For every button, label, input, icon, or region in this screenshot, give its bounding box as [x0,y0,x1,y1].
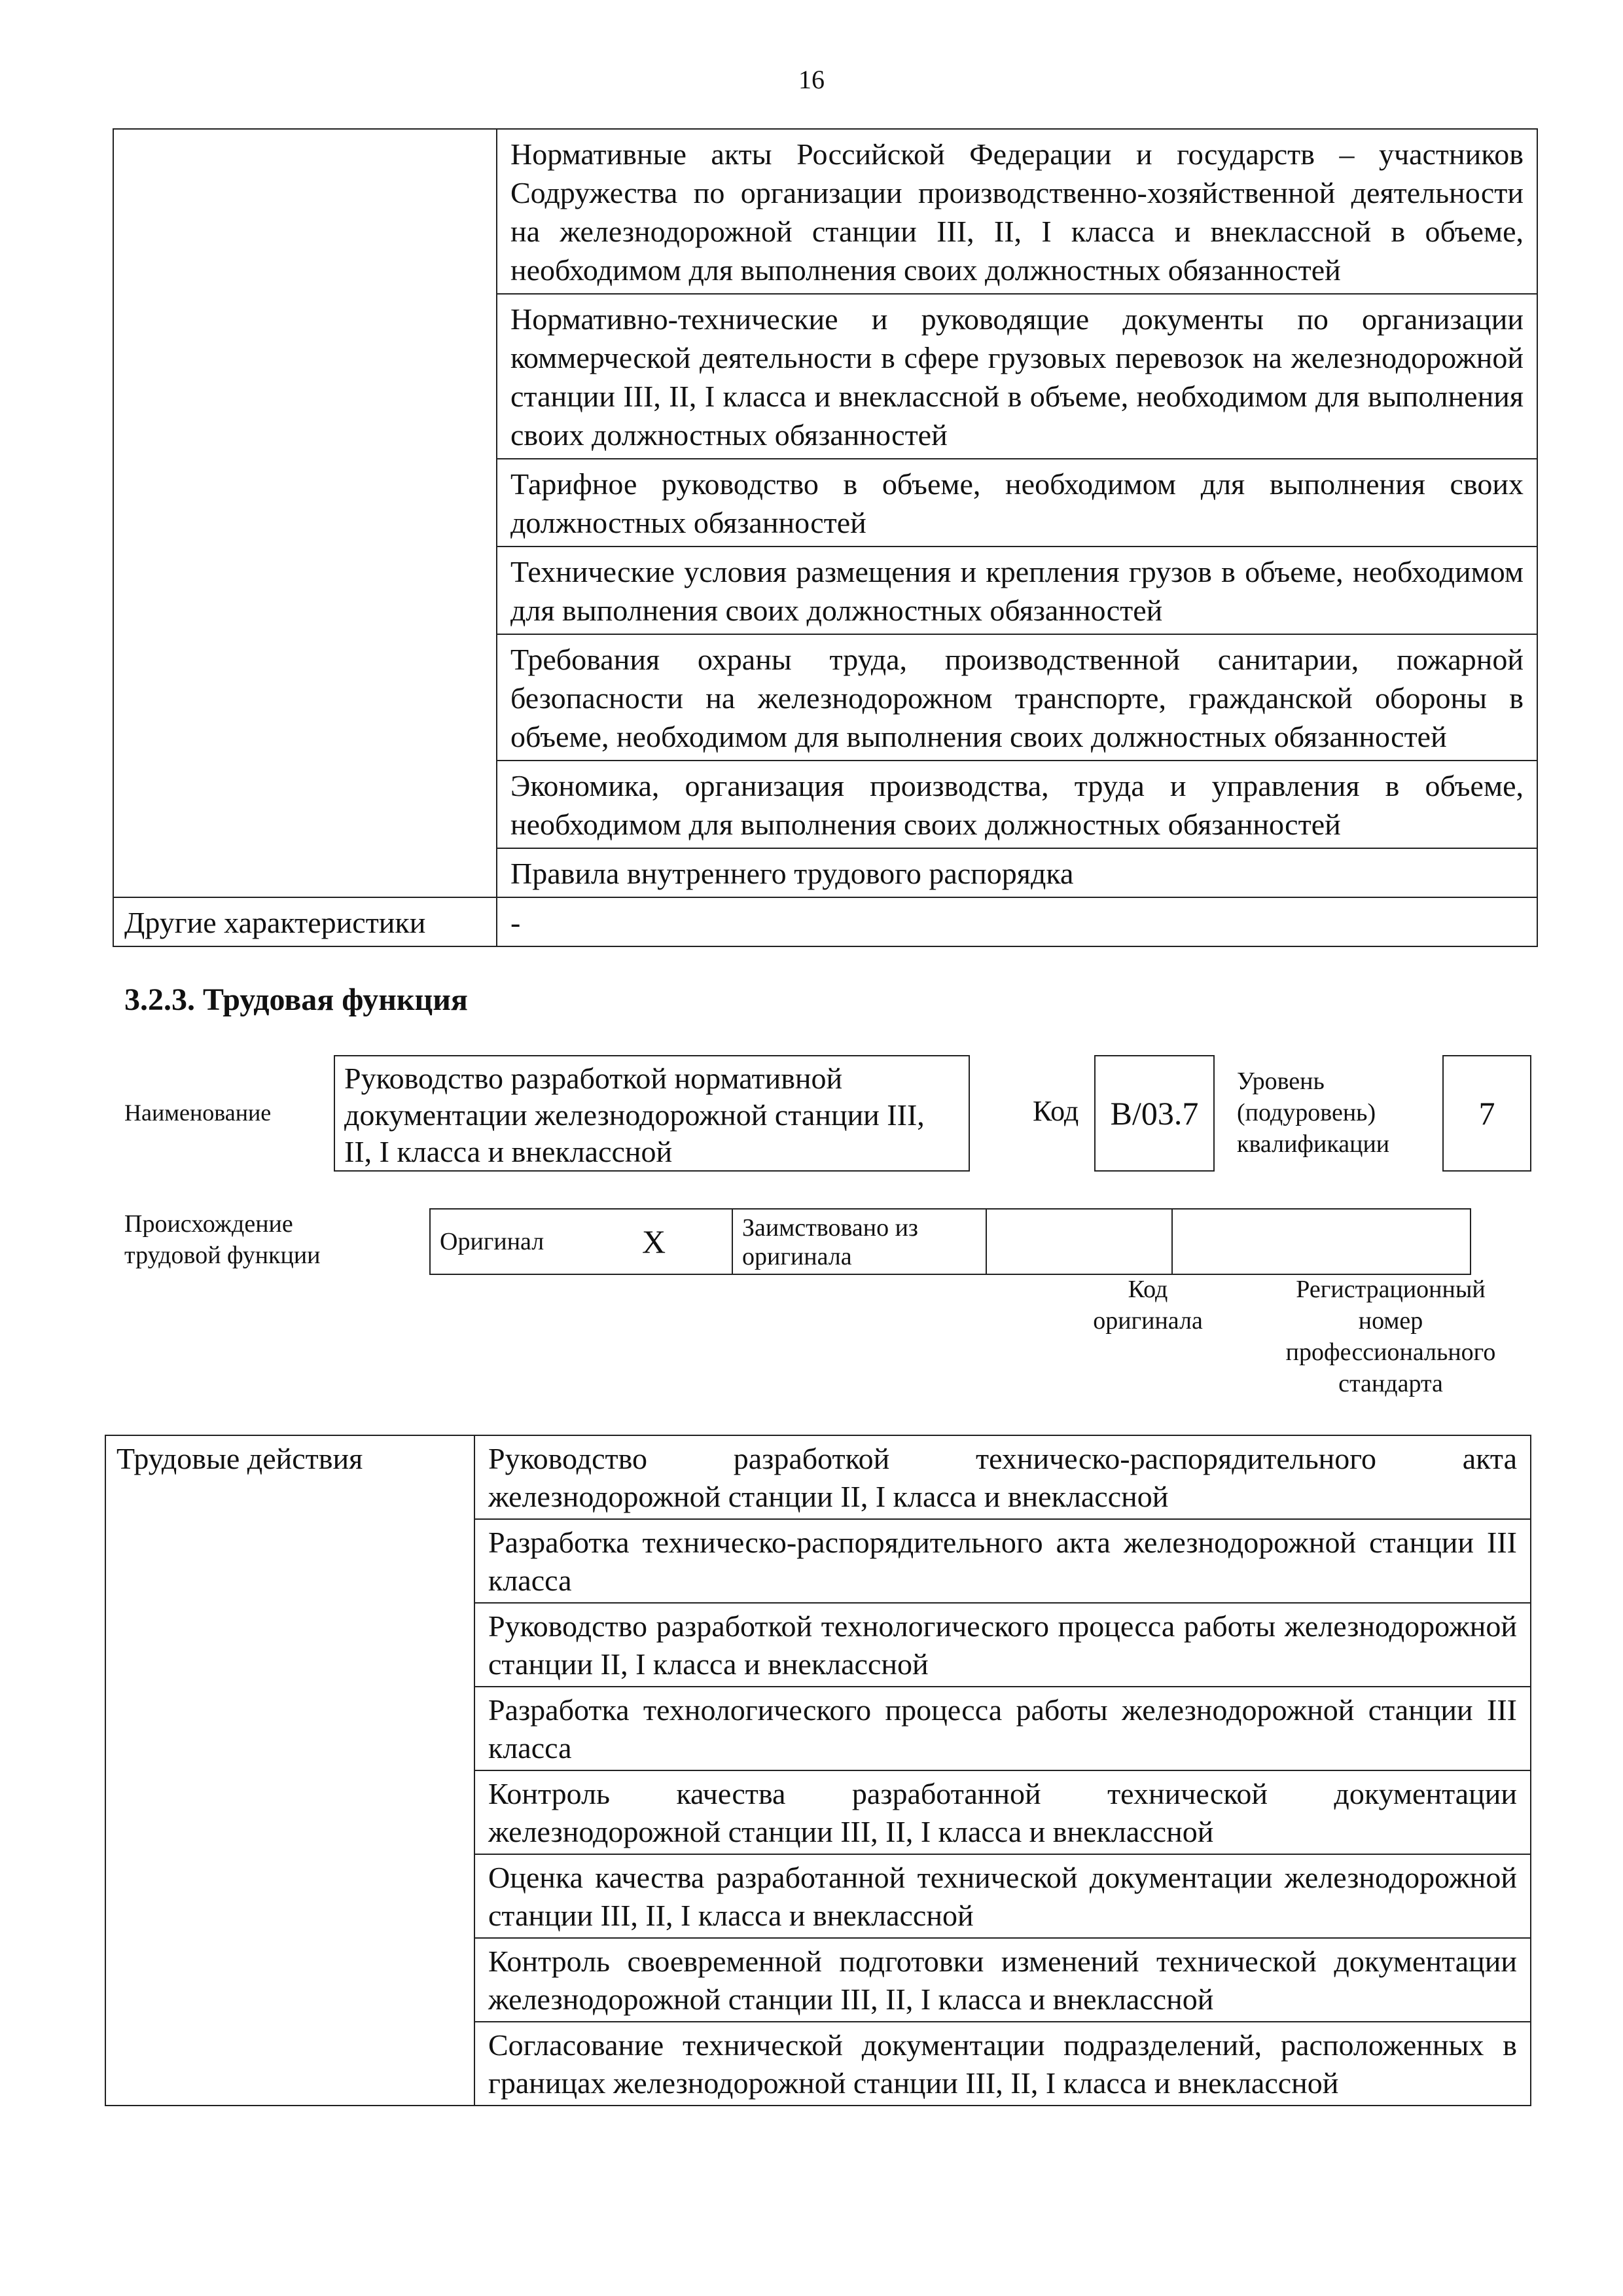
origin-label [124,1208,321,1271]
origin-label-line: трудовой функции [124,1242,321,1269]
level-label-line: квалификации [1237,1130,1390,1158]
borrowed-label-line: Заимствовано из [742,1214,918,1242]
action-item: Контроль своевременной подготовки изменений технической документации железнодорожной станции III, II, I класса и внеклассной [474,1938,1531,2022]
original-mark: X [576,1209,732,1274]
knowledge-table [113,128,1538,947]
action-item: Руководство разработкой технологического процесса работы железнодорожной станции II, I класса и внеклассной [474,1603,1531,1687]
level-label [1237,1066,1389,1160]
origin-reg-cell [1172,1209,1471,1274]
origin-table [429,1208,1471,1275]
code-caption-line: оригинала [1093,1307,1203,1335]
other-characteristics-value: - [497,897,1537,946]
section-heading: 3.2.3. Трудовая функция [124,982,468,1017]
action-item: Разработка техническо-распорядительного акта железнодорожной станции III класса [474,1519,1531,1603]
reg-caption-line: профессионального [1285,1338,1496,1366]
origin-label-line: Происхождение [124,1210,293,1238]
page-number: 16 [798,65,825,94]
reg-caption-line: стандарта [1338,1370,1443,1397]
code-caption-line: Код [1128,1276,1168,1303]
action-item: Согласование технической документации подразделений, расположенных в границах железнодорожной станции III, II, I класса и внеклассной [474,2022,1531,2106]
action-item: Разработка технологического процесса работы железнодорожной станции III класса [474,1687,1531,1770]
origin-code-cell [986,1209,1172,1274]
reg-caption [1243,1274,1538,1399]
knowledge-item: Нормативные акты Российской Федерации и государств – участников Содружества по организации производственно-хозяйственной деятельности на железнодорожной станции III, II, I класса и внеклассной в объеме, необходимом для выполнения своих должностных обязанностей [497,129,1537,294]
knowledge-item: Правила внутреннего трудового распорядка [497,848,1537,897]
empty-label-cell [113,129,497,897]
knowledge-item: Тарифное руководство в объеме, необходимом для выполнения своих должностных обязанностей [497,459,1537,547]
table-row [113,129,1537,294]
reg-caption-line: Регистрационный [1296,1276,1486,1303]
action-item: Оценка качества разработанной технической документации железнодорожной станции III, II, I класса и внеклассной [474,1854,1531,1938]
action-item: Контроль качества разработанной технической документации железнодорожной станции III, II, I класса и внеклассной [474,1770,1531,1854]
table-row [430,1209,1471,1274]
knowledge-item: Экономика, организация производства, труда и управления в объеме, необходимом для выполнения своих должностных обязанностей [497,761,1537,848]
level-label-line: (подуровень) [1237,1099,1376,1126]
knowledge-item: Нормативно-технические и руководящие документы по организации коммерческой деятельности в сфере грузовых перевозок на железнодорожной станции III, II, I класса и внеклассной в объеме, необходимом для выполнения своих должностных обязанностей [497,294,1537,459]
knowledge-item: Технические условия размещения и крепления грузов в объеме, необходимом для выполнения своих должностных обязанностей [497,547,1537,634]
action-item: Руководство разработкой техническо-распорядительного акта железнодорожной станции II, I класса и внеклассной [474,1435,1531,1519]
actions-label: Трудовые действия [105,1435,474,2106]
knowledge-item: Требования охраны труда, производственной санитарии, пожарной безопасности на железнодорожном транспорте, гражданской обороны в объеме, необходимом для выполнения своих должностных обязанностей [497,634,1537,761]
level-label-line: Уровень [1237,1067,1325,1095]
reg-caption-line: номер [1358,1307,1423,1335]
borrowed-label [732,1209,986,1274]
other-characteristics-label: Другие характеристики [113,897,497,946]
actions-table [105,1435,1531,2106]
level-value-box: 7 [1442,1055,1531,1172]
code-caption [1056,1274,1240,1336]
table-row [105,1435,1531,1519]
code-label: Код [1033,1095,1079,1127]
name-label: Наименование [124,1100,272,1126]
table-row [113,897,1537,946]
code-value-box: В/03.7 [1094,1055,1215,1172]
function-name-box: Руководство разработкой нормативной документации железнодорожной станции III, II, I класса и внеклассной [334,1055,970,1172]
borrowed-label-line: оригинала [742,1243,852,1270]
original-label: Оригинал [430,1209,576,1274]
